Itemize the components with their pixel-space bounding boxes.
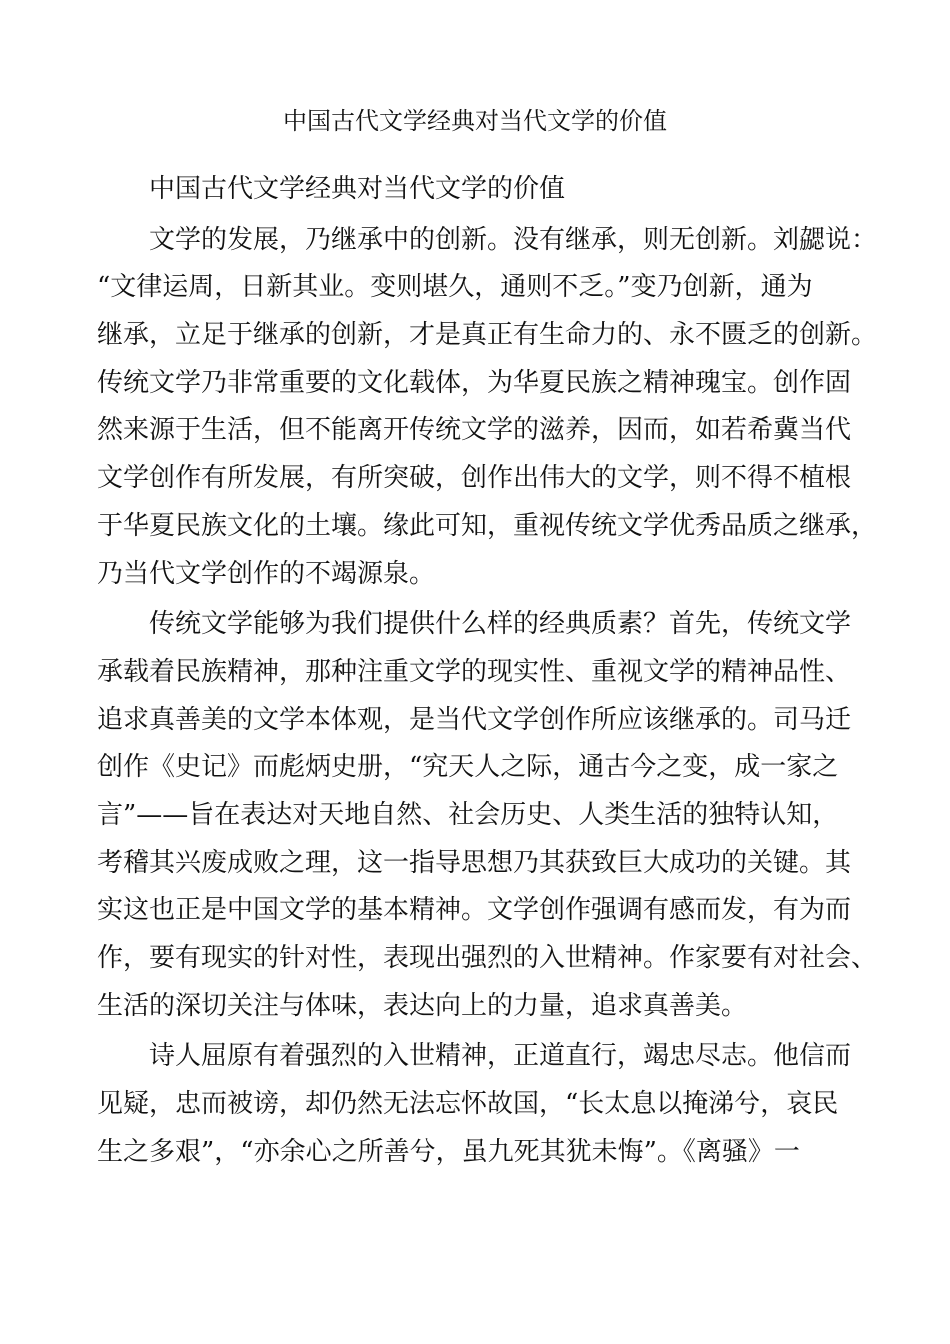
paragraph-line: 文学创作有所发展，有所突破，创作出伟大的文学，则不得不植根 (97, 463, 852, 494)
paragraph-line: 生活的深切关注与体味，表达向上的力量，追求真善美。 (97, 990, 748, 1021)
paragraph-line: 作，要有现实的针对性，表现出强烈的入世精神。作家要有对社会、 (97, 943, 878, 973)
paragraph-line: “文律运周，日新其业。变则堪久，通则不乏。”变乃创新，通为 (97, 272, 813, 303)
paragraph-line: 文学的发展，乃继承中的创新。没有继承，则无创新。刘勰说： (149, 224, 878, 255)
paragraph-line: 言”——旨在表达对天地自然、社会历史、人类生活的独特认知， (97, 799, 839, 830)
paragraph-line: 传统文学乃非常重要的文化载体，为华夏民族之精神瑰宝。创作固 (97, 367, 852, 398)
paragraph-line: 承载着民族精神，那种注重文学的现实性、重视文学的精神品性、 (97, 656, 852, 687)
paragraph-line: 中国古代文学经典对当代文学的价值 (149, 174, 566, 204)
paragraph-line: 生之多艰”，“亦余心之所善兮，虽九死其犹未悔”。《离骚》一 (97, 1136, 800, 1167)
paragraph-line: 传统文学能够为我们提供什么样的经典质素？首先，传统文学 (149, 609, 852, 640)
paragraph-line: 诗人屈原有着强烈的入世精神，正道直行，竭忠尽志。他信而 (149, 1041, 852, 1072)
paragraph-line: 实这也正是中国文学的基本精神。文学创作强调有感而发，有为而 (97, 895, 852, 926)
paragraph-line: 于华夏民族文化的土壤。缘此可知，重视传统文学优秀品质之继承， (97, 510, 878, 541)
paragraph-line: 乃当代文学创作的不竭源泉。 (97, 558, 436, 589)
paragraph-line: 创作《史记》而彪炳史册，“究天人之际，通古今之变，成一家之 (97, 752, 839, 783)
paragraph-line: 继承，立足于继承的创新，才是真正有生命力的、永不匮乏的创新。 (97, 320, 878, 351)
paragraph-line: 然来源于生活，但不能离开传统文学的滋养，因而，如若希冀当代 (97, 415, 852, 446)
document-body (97, 166, 878, 1176)
paragraph-line: 考稽其兴废成败之理，这一指导思想乃其获致巨大成功的关键。其 (97, 847, 852, 878)
document-title: 中国古代文学经典对当代文学的价值 (283, 107, 667, 135)
paragraph-line: 见疑，忠而被谤，却仍然无法忘怀故国，“长太息以掩涕兮，哀民 (97, 1089, 839, 1120)
paragraph-line: 追求真善美的文学本体观，是当代文学创作所应该继承的。司马迁 (97, 704, 852, 735)
